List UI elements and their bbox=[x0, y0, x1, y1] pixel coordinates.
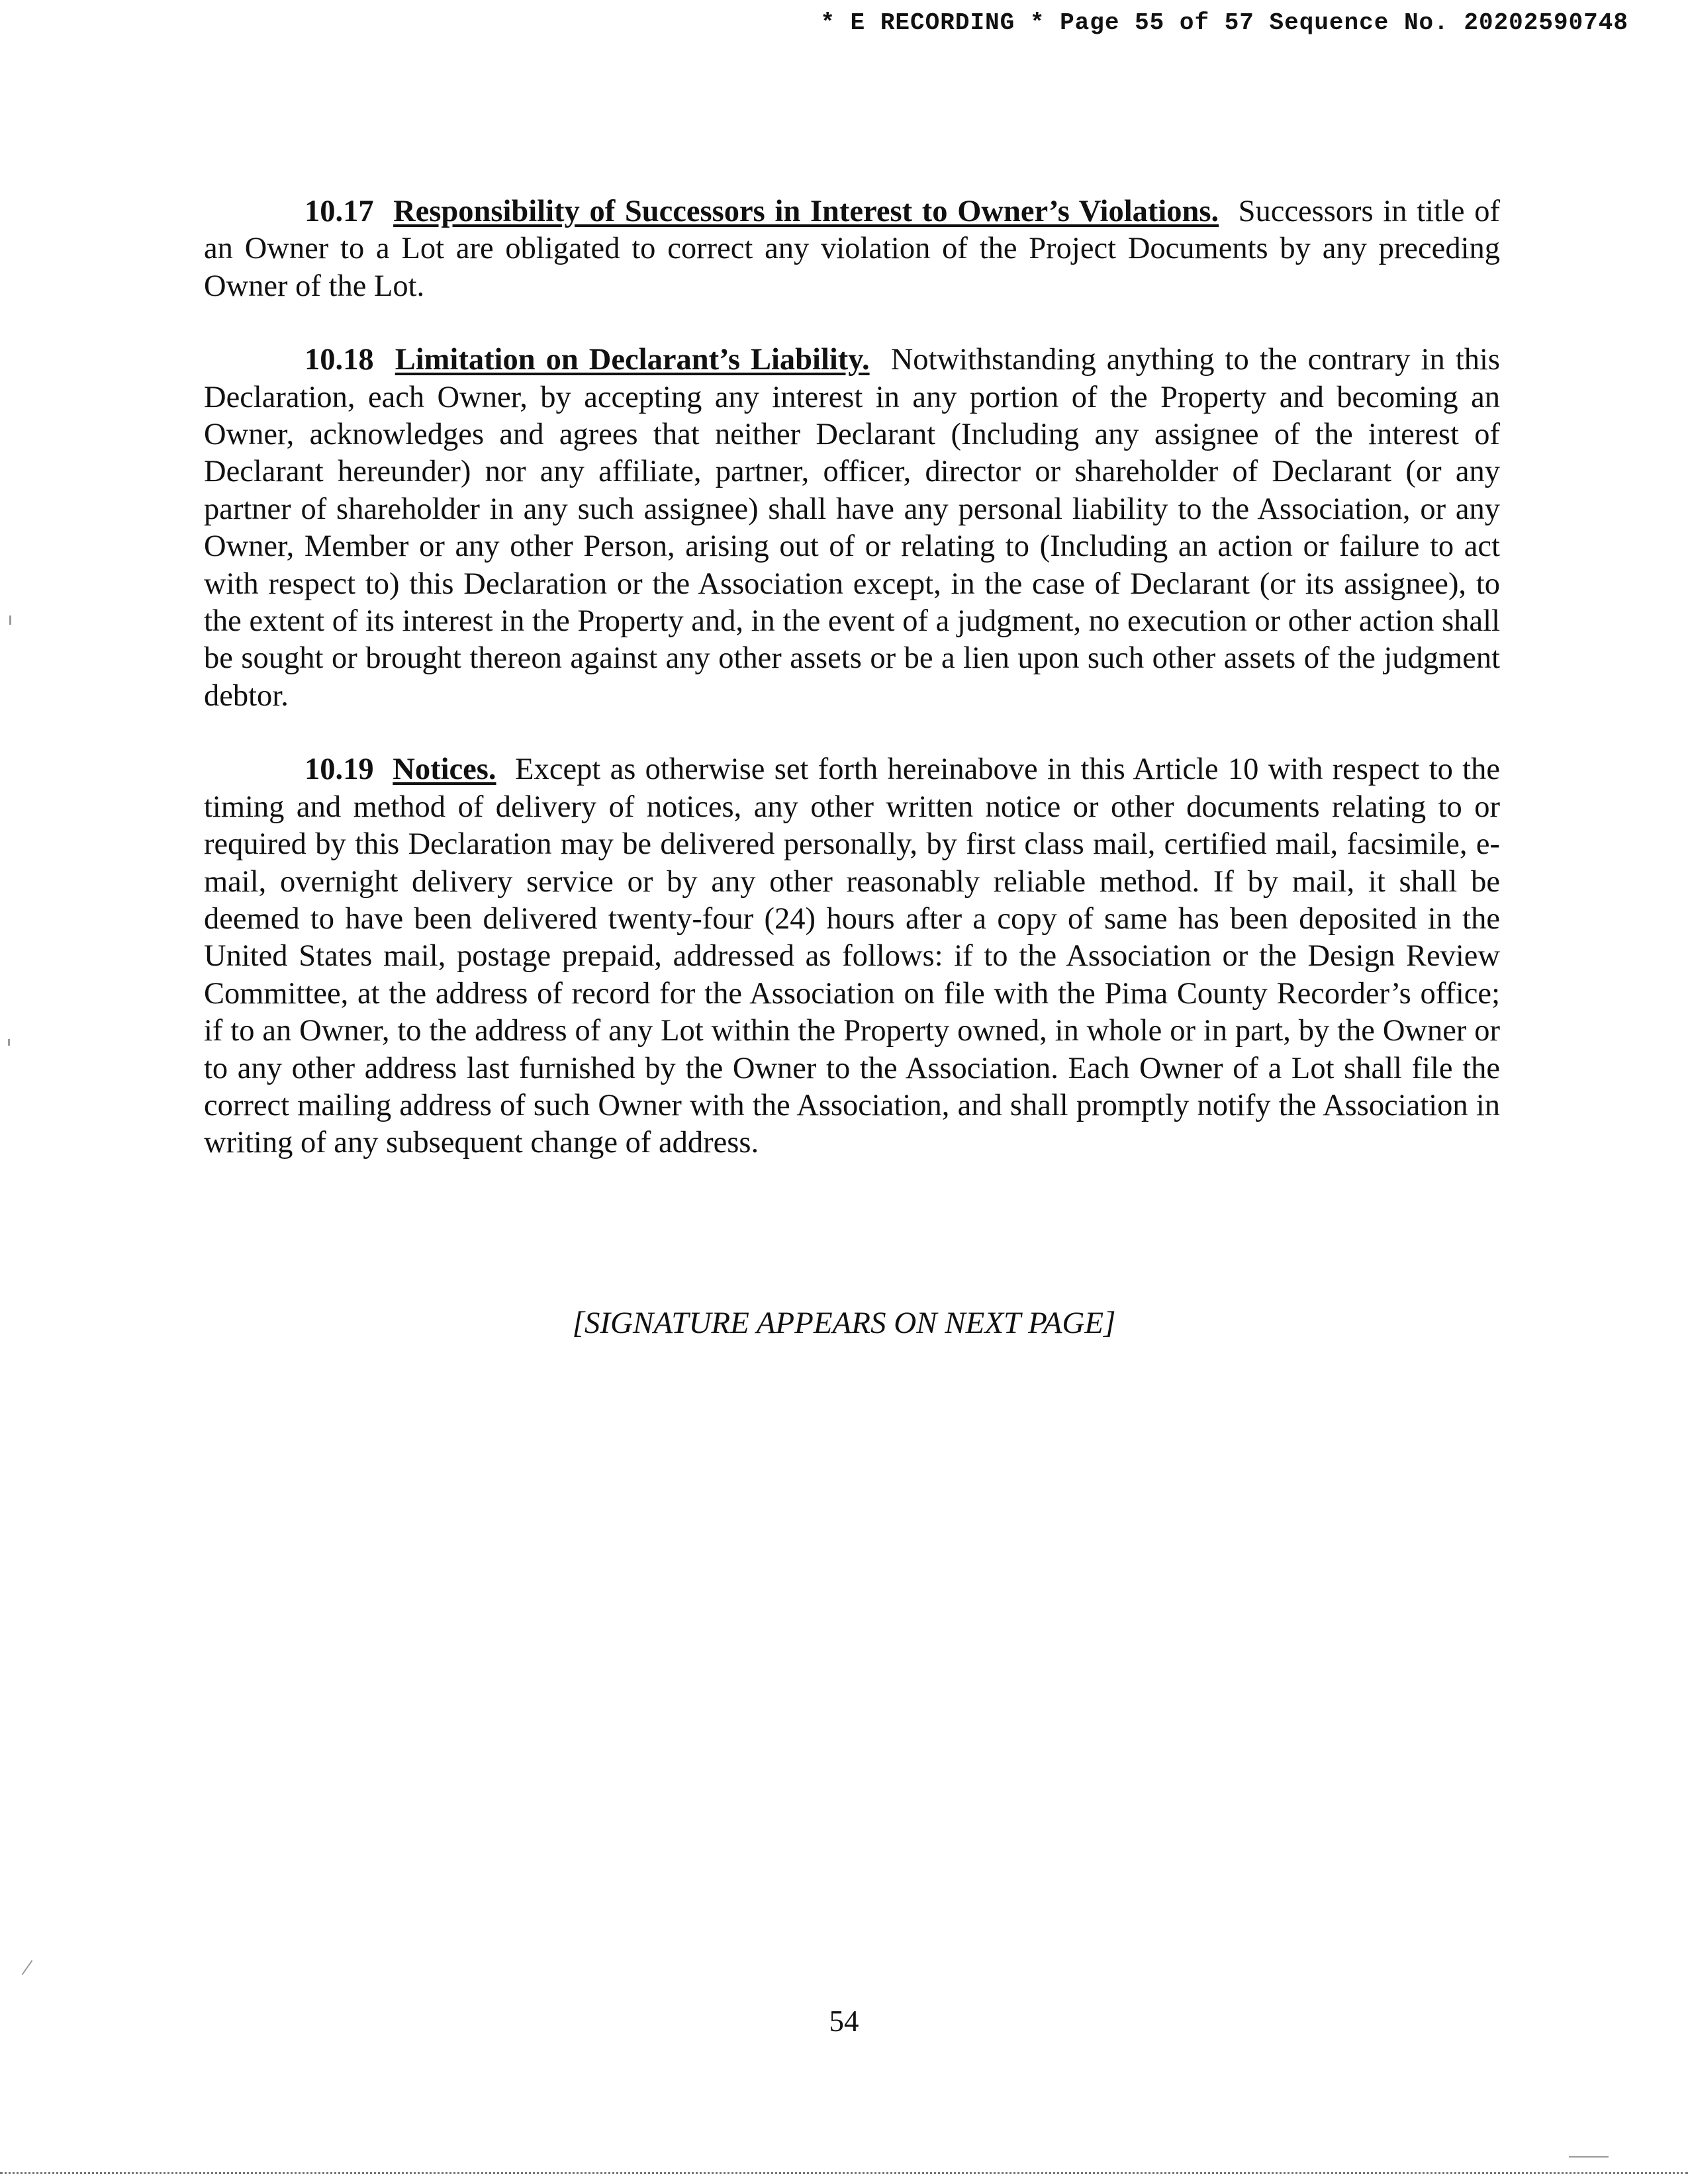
section-number: 10.17 bbox=[305, 195, 374, 228]
recording-header: * E RECORDING * Page 55 of 57 Sequence No. 20202590748 bbox=[820, 9, 1628, 36]
section-10-17 bbox=[204, 193, 1500, 305]
section-number: 10.18 bbox=[305, 343, 374, 377]
section-text: Successors in title of an Owner to a Lot are obligated to correct any violation of the Project Documents by any preceding Owner of the Lot. bbox=[204, 195, 1501, 303]
section-text: Notwithstanding anything to the contrary in this Declaration, each Owner, by accepting any interest in any portion of the Property and becoming an Owner, acknowledges and agrees that neither Declarant (Including any assignee of the interest of Declarant hereunder) nor any affiliate, partner, officer, director or shareholder of Declarant (or any partner of shareholder in any such assignee) shall have any personal liability to the Association, or any Owner, Member or any other Person, arising out of or relating to (Including an action or failure to act with respect to) this Declaration or the Association except, in the case of Declarant (or its assignee), to the extent of its interest in the Property and, in the event of a judgment, no execution or other action shall be sought or brought thereon against any other assets or be a lien upon such other assets of the judgment debtor. bbox=[204, 343, 1501, 713]
section-title: Notices. bbox=[393, 752, 496, 787]
section-title: Limitation on Declarant’s Liability. bbox=[395, 343, 870, 377]
page-number: 54 bbox=[829, 2005, 859, 2038]
signature-note: [SIGNATURE APPEARS ON NEXT PAGE] bbox=[572, 1306, 1116, 1340]
scan-speck bbox=[8, 1039, 10, 1046]
section-10-18 bbox=[204, 341, 1500, 715]
section-text: Except as otherwise set forth hereinabove in this Article 10 with respect to the timing and method of delivery of notices, any other written notice or other documents relating to or required by this Declaration may be delivered personally, by first class mail, certified mail, facsimile, e-mail, overnight delivery service or by any other reasonably reliable method. If by mail, it shall be deemed to have been delivered twenty-four (24) hours after a copy of same has been deposited in the United States mail, postage prepaid, addressed as follows: if to the Association or the Design Review Committee, at the address of record for the Association on file with the Pima County Recorder’s office; if to an Owner, to the address of any Lot within the Property owned, in whole or in part, by the Owner or to any other address last furnished by the Owner to the Association. Each Owner of a Lot shall file the correct mailing address of such Owner with the Association, and shall promptly notify the Association in writing of any subsequent change of address. bbox=[204, 752, 1500, 1160]
section-10-19 bbox=[204, 751, 1500, 1161]
scan-speck bbox=[9, 615, 11, 625]
scan-speck bbox=[1569, 2156, 1609, 2158]
scan-bottom-edge bbox=[0, 2172, 1688, 2174]
section-title: Responsibility of Successors in Interest to Owner’s Violations. bbox=[393, 195, 1219, 228]
section-number: 10.19 bbox=[305, 752, 374, 787]
document-body bbox=[204, 193, 1500, 1199]
scan-speck bbox=[22, 1960, 33, 1975]
